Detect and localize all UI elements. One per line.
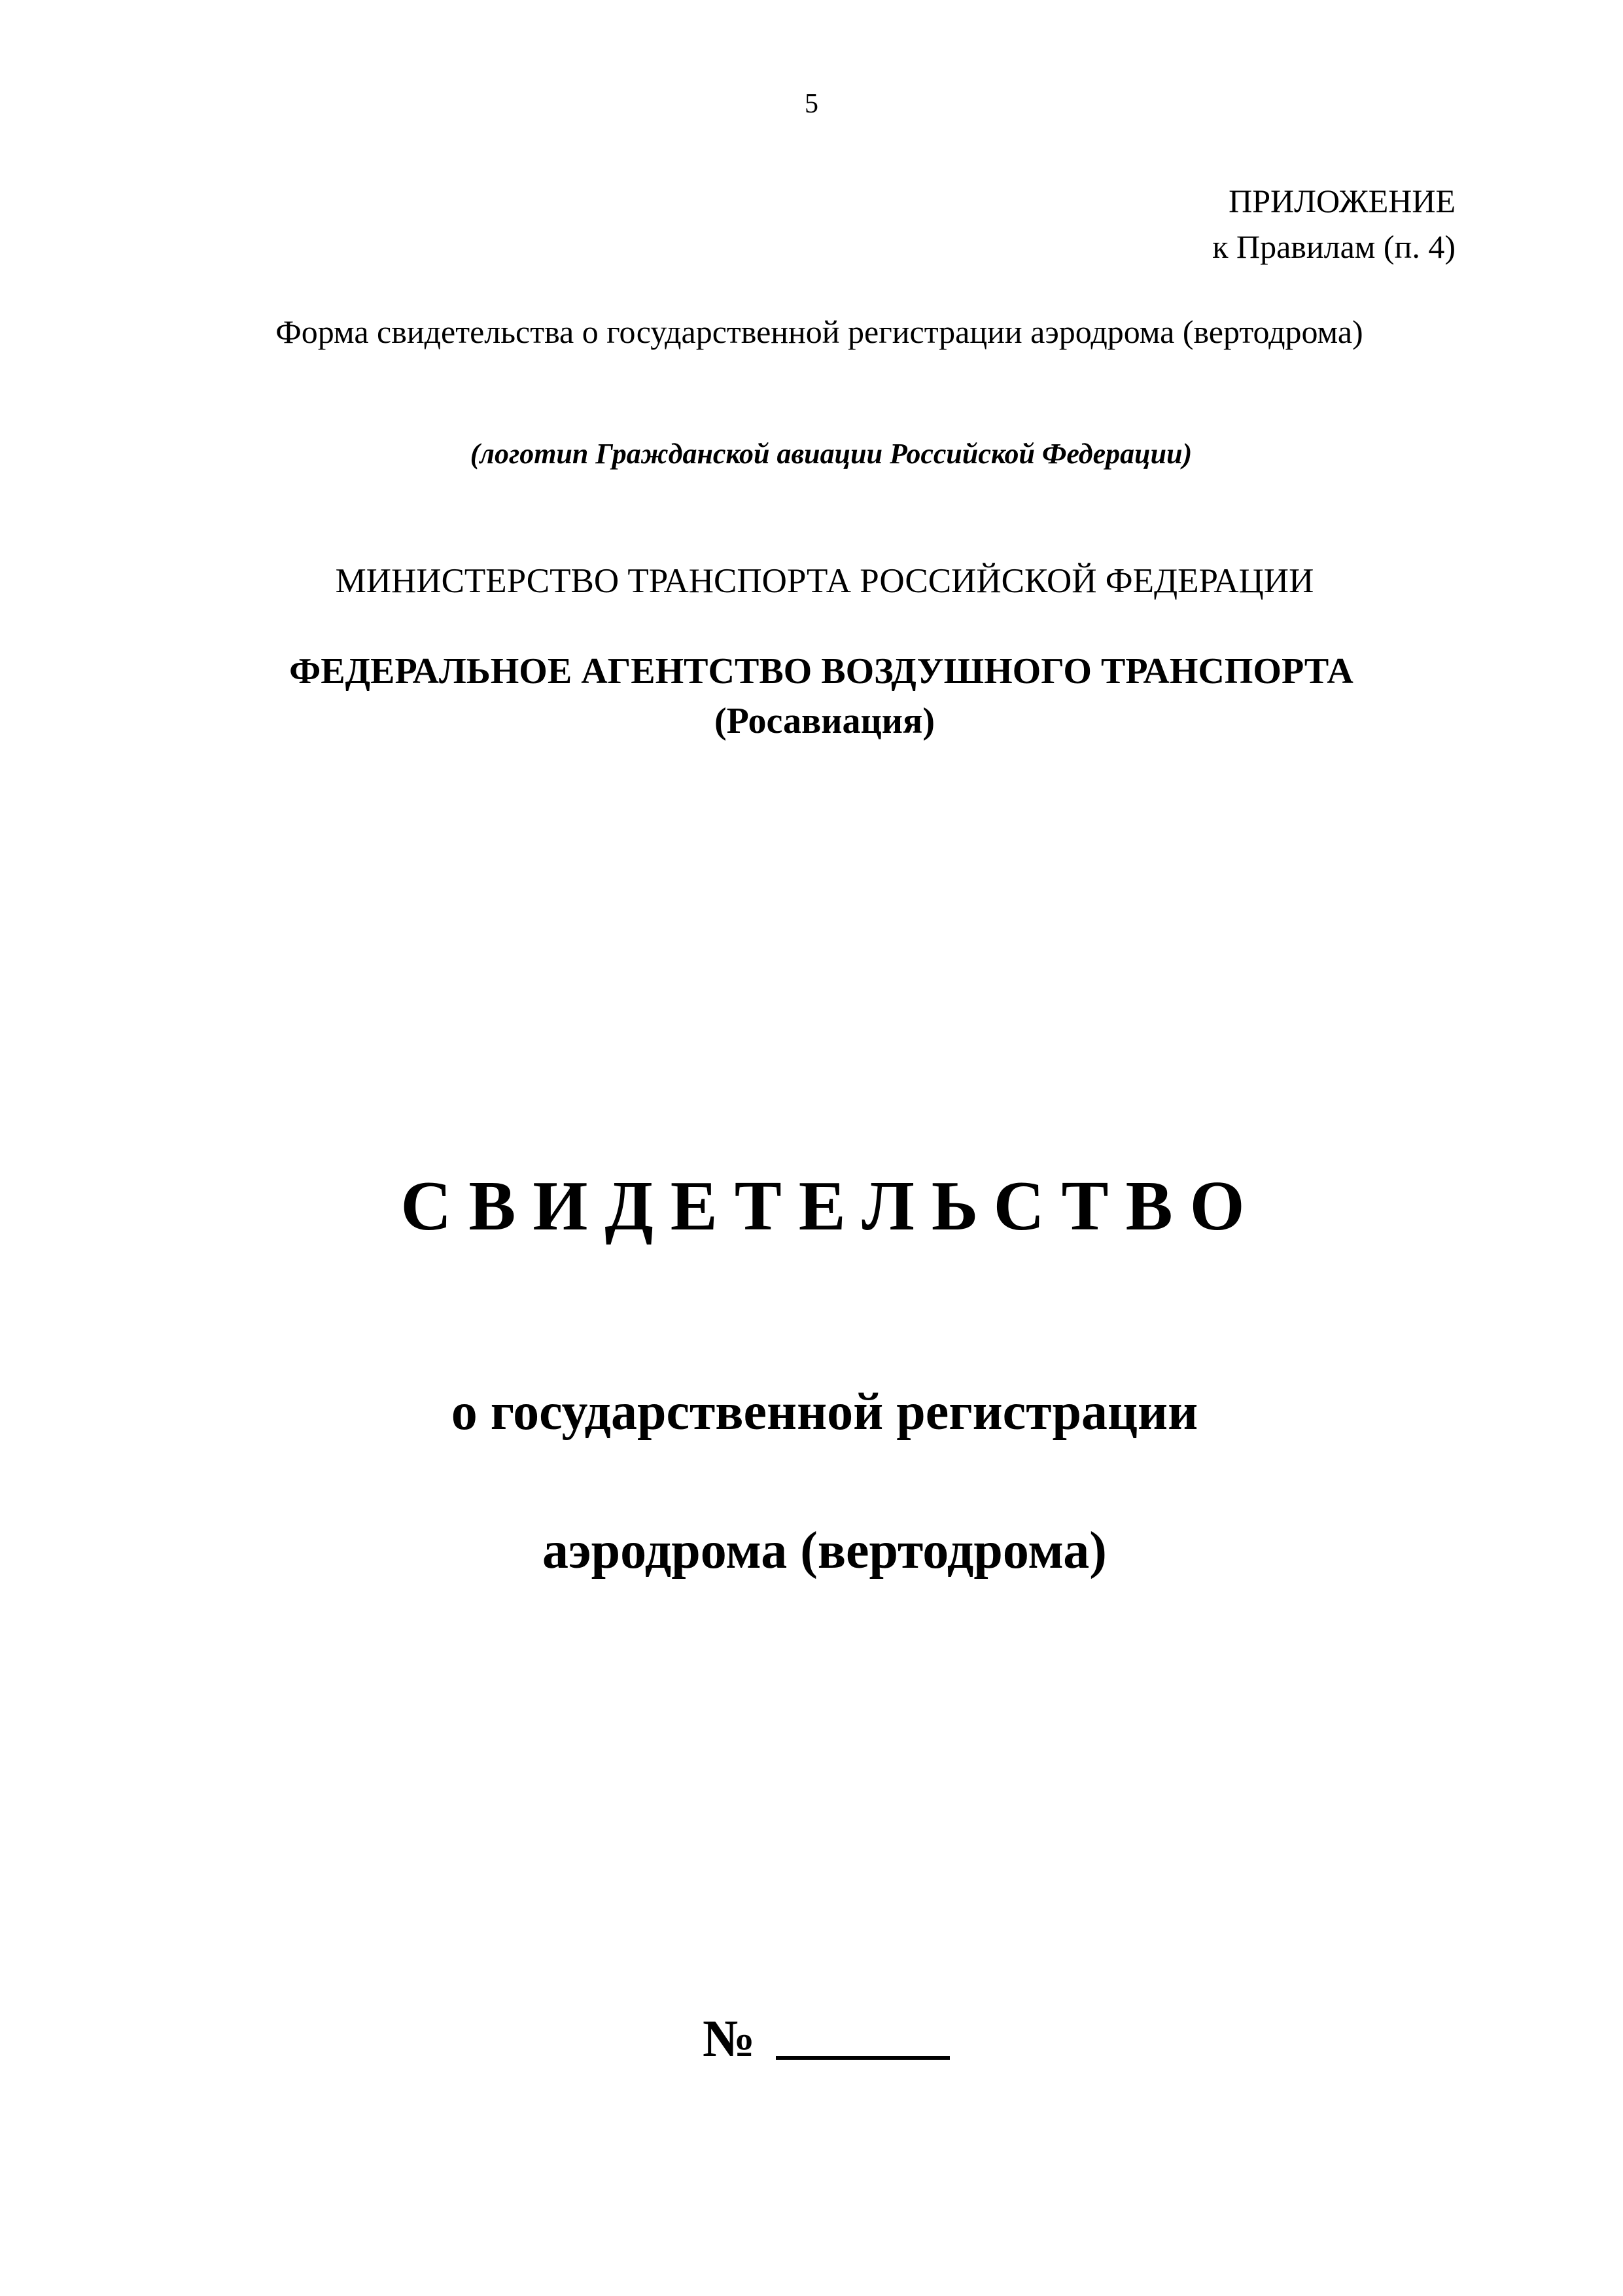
certificate-subtitle-line2: аэродрома (вертодрома): [542, 1522, 1107, 1580]
certificate-number-row: [703, 2000, 950, 2068]
page-number: 5: [805, 89, 818, 119]
agency-name: ФЕДЕРАЛЬНОЕ АГЕНТСТВО ВОЗДУШНОГО ТРАНСПОРТА: [289, 651, 1353, 692]
appendix-reference: к Правилам (п. 4): [1212, 228, 1456, 265]
certificate-title: СВИДЕТЕЛЬСТВО: [400, 1167, 1262, 1245]
ministry-name: МИНИСТЕРСТВО ТРАНСПОРТА РОССИЙСКОЙ ФЕДЕРАЦИИ: [335, 562, 1314, 600]
form-title: Форма свидетельства о государственной регистрации аэродрома (вертодрома): [275, 313, 1363, 350]
certificate-number-blank-line: [776, 2056, 950, 2060]
number-sign: №: [703, 2010, 756, 2068]
appendix-title: ПРИЛОЖЕНИЕ: [1229, 183, 1456, 219]
agency-short-name: (Росавиация): [714, 701, 935, 741]
logo-placeholder: (логотип Гражданской авиации Российской Федерации): [470, 438, 1193, 470]
certificate-subtitle-line1: о государственной регистрации: [451, 1383, 1198, 1441]
